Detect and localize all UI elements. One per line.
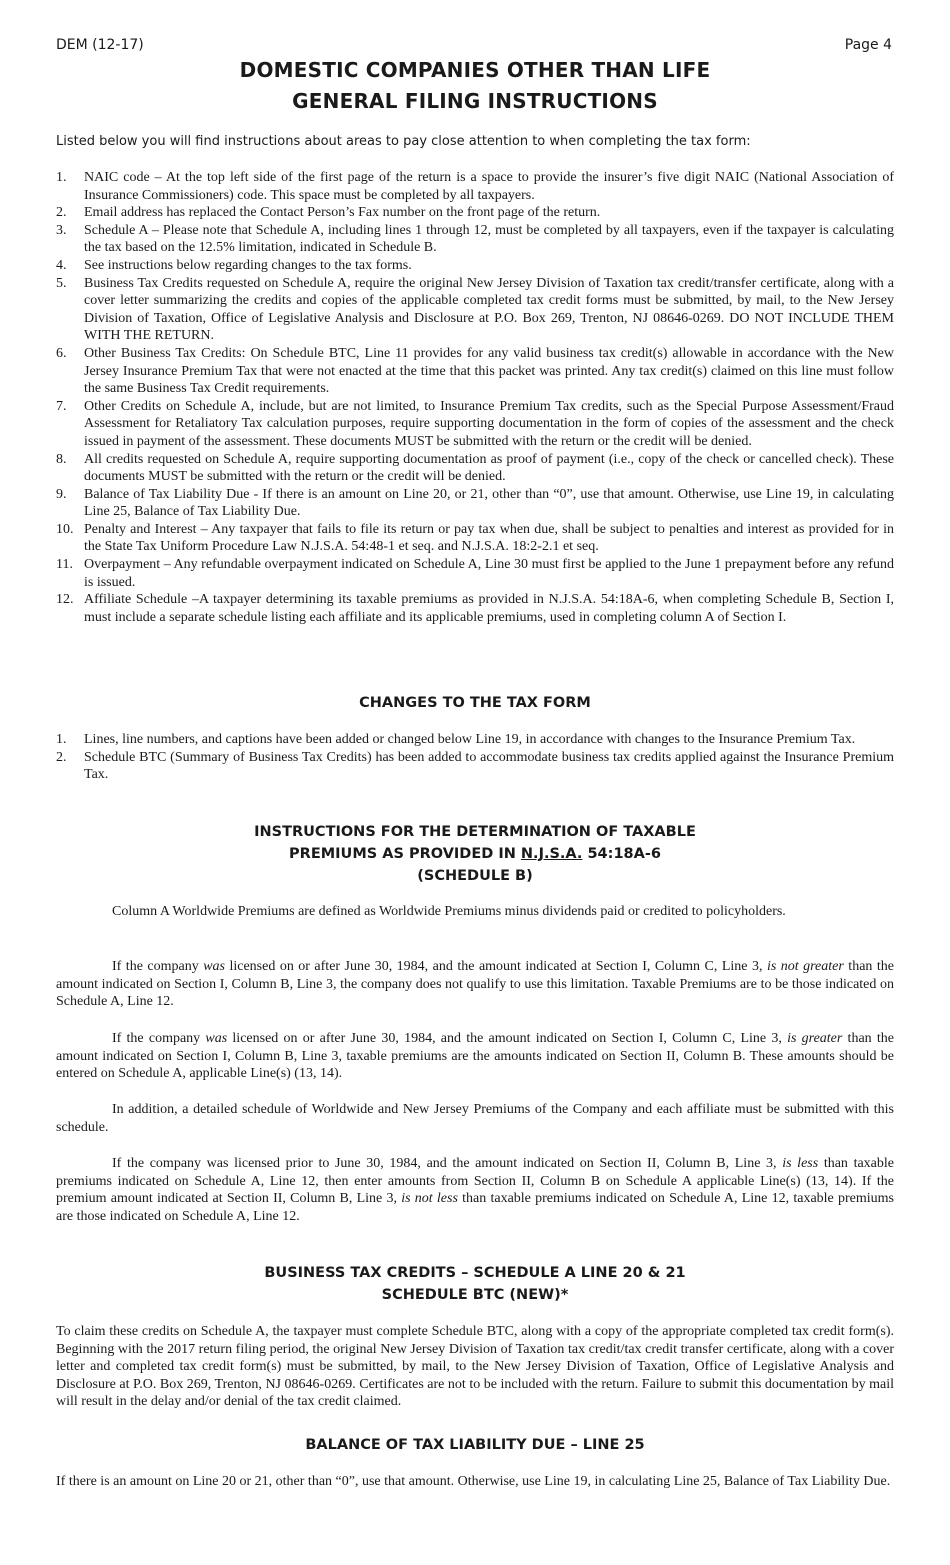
- instruction-item-text: NAIC code – At the top left side of the first page of the return is a space to provide the insurer’s five digit NAIC (National Association of Insurance Commissioners) code. This space must be completed by all taxpayers.: [84, 170, 894, 203]
- instruction-item-text: Email address has replaced the Contact Person’s Fax number on the front page of the return.: [84, 205, 601, 221]
- p3-a: If the company: [112, 1031, 206, 1046]
- instruction-item-text: Other Credits on Schedule A, include, but are not limited, to Insurance Premium Tax credits, such as the Special Purpose Assessment/Fraud Assessment for Retaliatory Tax calculation purposes, require supporting documentation in the form of copies of the assessment and the check issued in payment of the assessment. These documents MUST be submitted with the return or the credit will be denied.: [84, 398, 894, 449]
- change-item-number: 2.: [56, 749, 67, 765]
- instruction-item-number: 10.: [56, 521, 74, 537]
- determination-heading-2-njsa: N.J.S.A.: [520, 846, 583, 862]
- instruction-item: [56, 204, 894, 222]
- instruction-item: [56, 257, 894, 275]
- instruction-item: [56, 345, 894, 398]
- instruction-item-number: 8.: [56, 451, 67, 467]
- instruction-item: [56, 169, 894, 204]
- instructions-list: [56, 169, 894, 626]
- instruction-item: [56, 275, 894, 345]
- instruction-item-text: Affiliate Schedule –A taxpayer determining its taxable premiums as provided in N.J.S.A. 54:18A-6, when completing Schedule B, Section I, must include a separate schedule listing each affiliate and its applicable premiums, used in completing column A of Section I.: [84, 592, 894, 625]
- p2-a: If the company: [112, 959, 204, 974]
- instruction-item: [56, 521, 894, 556]
- determination-heading-3: (SCHEDULE B): [417, 868, 533, 884]
- instruction-item-text: See instructions below regarding changes to the tax forms.: [84, 257, 412, 273]
- instruction-item-text: Overpayment – Any refundable overpayment indicated on Schedule A, Line 30 must first be applied to the June 1 prepayment before any refund is issued.: [84, 557, 894, 590]
- p3-isgreater: is greater: [787, 1031, 843, 1046]
- p5-c: than taxable premiums indicated on Schedule A, Line 12, taxable premiums are those indicated on Schedule A, Line 12.: [56, 1191, 894, 1224]
- change-item: [56, 731, 894, 749]
- instruction-item-number: 1.: [56, 170, 67, 185]
- change-item-text: Lines, line numbers, and captions have been added or changed below Line 19, in accordance with changes to the Insurance Premium Tax.: [84, 732, 856, 747]
- instruction-item: [56, 486, 894, 521]
- instruction-item: [56, 222, 894, 257]
- determination-paragraph-2: [56, 958, 894, 1011]
- instruction-item-number: 4.: [56, 257, 67, 273]
- page-title-line-1: DOMESTIC COMPANIES OTHER THAN LIFE: [239, 58, 711, 82]
- instruction-item-text: Balance of Tax Liability Due - If there is an amount on Line 20, or 21, other than “0”, use that amount. Otherwise, use Line 19, in calculating Line 25, Balance of Tax Liability Due.: [84, 486, 894, 520]
- p3-b: licensed on or after June 30, 1984, and the amount indicated on Section I, Column C, Line 3,: [227, 1031, 788, 1046]
- page-number: Page 4: [844, 37, 892, 53]
- instruction-item-number: 5.: [56, 275, 67, 291]
- instruction-item: [56, 556, 894, 591]
- form-code: DEM (12-17): [56, 37, 144, 53]
- instruction-item-text: Business Tax Credits requested on Schedule A, require the original New Jersey Division of Taxation tax credit/transfer certificate, along with a cover letter summarizing the credits and copies of the applicable completed tax credit forms must be submitted, by mail, to the New Jersey Division of Taxation, Office of Legislative Analysis and Disclosure at P.O. Box 269, Trenton, NJ 08646-0269. DO NOT INCLUDE THEM WITH THE RETURN.: [84, 275, 894, 344]
- instructions-list-container: [56, 169, 894, 626]
- determination-heading-2-pre: PREMIUMS AS PROVIDED IN: [289, 846, 521, 862]
- instruction-item-number: 12.: [56, 592, 74, 608]
- determination-heading-2-post: 54:18A-6: [582, 846, 661, 862]
- p5-isless: is less: [782, 1156, 819, 1171]
- p2-c: than the amount indicated on Section I, Column B, Line 3, the company does not qualify to use this limitation. Taxable Premiums are to be those indicated on Schedule A, Line 12.: [56, 959, 894, 1010]
- p5-a: If the company was licensed prior to June 30, 1984, and the amount indicated on Section II, Column B, Line 3,: [112, 1156, 783, 1171]
- determination-paragraph-4: In addition, a detailed schedule of Worldwide and New Jersey Premiums of the Company and each affiliate must be submitted with this schedule.: [56, 1102, 894, 1135]
- instruction-item-number: 7.: [56, 398, 67, 414]
- instruction-item-text: Penalty and Interest – Any taxpayer that fails to file its return or pay tax when due, shall be subject to penalties and interest as provided for in the State Tax Uniform Procedure Law N.J.S.A. 54:48-1 et seq. and N.J.S.A. 18:2-2.1 et seq.: [84, 521, 894, 555]
- determination-paragraph-1: Column A Worldwide Premiums are defined as Worldwide Premiums minus dividends paid or credited to policyholders.: [112, 904, 786, 919]
- instruction-item: [56, 398, 894, 451]
- change-item: [56, 749, 894, 784]
- instruction-item-number: 2.: [56, 205, 67, 221]
- balance-paragraph: If there is an amount on Line 20 or 21, other than “0”, use that amount. Otherwise, use Line 19, in calculating Line 25, Balance of Tax Liability Due.: [56, 1474, 891, 1489]
- p3-was: was: [205, 1031, 228, 1046]
- btc-paragraph: To claim these credits on Schedule A, the taxpayer must complete Schedule BTC, along with a copy of the appropriate completed tax credit form(s). Beginning with the 2017 return filing period, the original New Jersey Division of Taxation tax credit/tax credit transfer certificate, along with a cover letter and completed tax credit form(s) must be submitted, by mail, to the New Jersey Division of Taxation, Office of Legislative Analysis and Disclosure at P.O. Box 269, Trenton, NJ 08646-0269. Certificates are not to be included with the return. Failure to submit this documentation by mail will result in the delay and/or denial of the tax credit claimed.: [56, 1324, 894, 1410]
- p2-b: licensed on or after June 30, 1984, and the amount indicated at Section I, Column C, Line 3,: [224, 959, 767, 974]
- p5-b: than taxable premiums indicated on Schedule A, Line 12, then enter amounts from Section II, Column B on Schedule A applicable Line(s) (13, 14). If the premium amount indicated at Section II, Column B, Line 3,: [56, 1156, 894, 1207]
- intro-text: Listed below you will find instructions about areas to pay close attention to when completing the tax form:: [56, 134, 751, 149]
- instruction-item-number: 9.: [56, 486, 67, 502]
- instruction-item: [56, 591, 894, 626]
- btc-heading-2: SCHEDULE BTC (NEW)*: [381, 1287, 569, 1303]
- change-item-number: 1.: [56, 732, 67, 747]
- p2-isnot: is not greater: [766, 959, 844, 974]
- change-item-text: Schedule BTC (Summary of Business Tax Credits) has been added to accommodate business tax credits applied against the Insurance Premium Tax.: [84, 749, 894, 783]
- changes-list: [56, 731, 894, 784]
- instruction-item-text: Other Business Tax Credits: On Schedule BTC, Line 11 provides for any valid business tax credit(s) allowable in accordance with the New Jersey Insurance Premium Tax that were not enacted at the time that this packet was printed. Any tax credit(s) claimed on this line must follow the same Business Tax Credit requirements.: [84, 345, 894, 397]
- instruction-item-text: All credits requested on Schedule A, require supporting documentation as proof of payment (i.e., copy of the check or cancelled check). These documents MUST be submitted with the return or the credit will be denied.: [84, 451, 894, 485]
- instruction-item-number: 6.: [56, 345, 67, 361]
- determination-paragraph-5: [56, 1155, 894, 1225]
- p3-c: than the amount indicated on Section I, Column B, Line 3, taxable premiums are the amounts indicated on Section II, Column B. These amounts should be entered on Schedule A, applicable Line(s) (13, 14).: [56, 1031, 894, 1082]
- p5-isnotless: is not less: [401, 1191, 458, 1207]
- instruction-item-number: 3.: [56, 222, 67, 238]
- balance-heading: BALANCE OF TAX LIABILITY DUE – LINE 25: [305, 1437, 645, 1453]
- p2-was: was: [203, 959, 225, 974]
- changes-heading: CHANGES TO THE TAX FORM: [359, 695, 591, 711]
- determination-heading-2: [0, 843, 950, 865]
- changes-list-container: [56, 731, 894, 784]
- btc-heading-1: BUSINESS TAX CREDITS – SCHEDULE A LINE 20 & 21: [264, 1265, 686, 1281]
- instruction-item: [56, 451, 894, 486]
- page-title-line-2: GENERAL FILING INSTRUCTIONS: [292, 89, 658, 113]
- instruction-item-number: 11.: [56, 557, 73, 573]
- determination-paragraph-3: [56, 1030, 894, 1083]
- determination-heading-1: INSTRUCTIONS FOR THE DETERMINATION OF TAXABLE: [254, 824, 696, 840]
- instruction-item-text: Schedule A – Please note that Schedule A, including lines 1 through 12, must be completed by all taxpayers, even if the taxpayer is calculating the tax based on the 12.5% limitation, indicated in Schedule B.: [84, 222, 894, 256]
